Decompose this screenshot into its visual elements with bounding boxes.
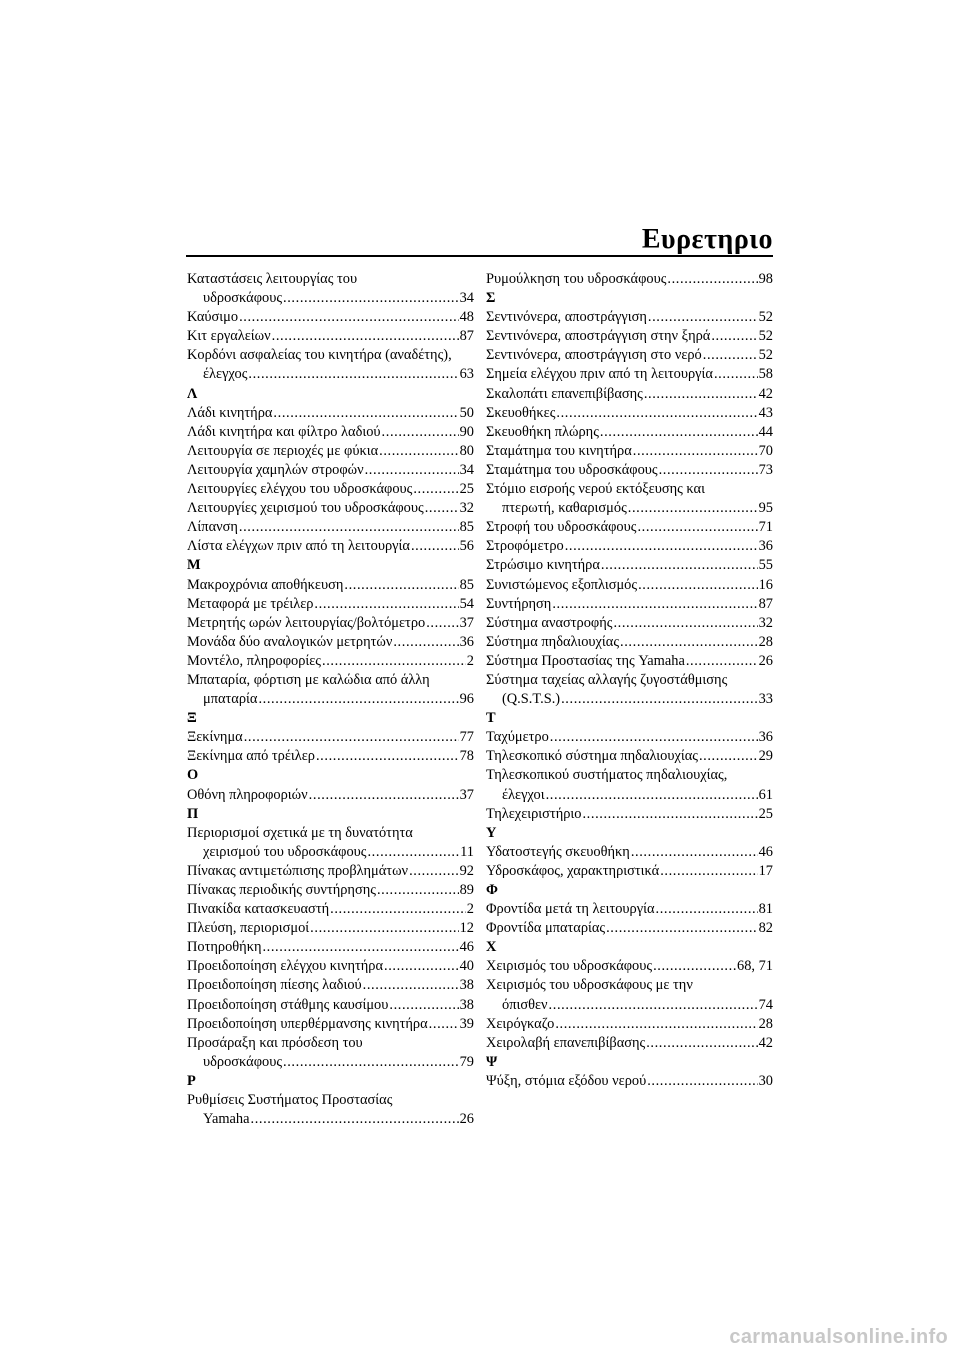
page-number: 38 (459, 996, 474, 1013)
page-number: 82 (758, 920, 773, 937)
page-number: 92 (459, 862, 474, 879)
dot-leader (620, 633, 758, 652)
page-number: 96 (459, 691, 474, 708)
index-entry-label: Σεντινόνερα, αποστράγγιση στο νερό (486, 347, 702, 364)
page-number: 85 (459, 576, 474, 593)
index-entry-label: όπισθεν (502, 996, 548, 1013)
index-entry (486, 862, 773, 881)
index-entry-label: Μπαταρία, φόρτιση με καλώδια από άλλη (187, 671, 430, 688)
page-number: 80 (459, 442, 474, 459)
index-entry-label: Οθόνη πληροφοριών (187, 786, 308, 803)
page-number: 78 (459, 748, 474, 765)
page-number: 95 (758, 500, 773, 517)
index-entry-label: Σεντινόνερα, αποστράγγιση στην ξηρά (486, 328, 711, 345)
index-entry-label: Σταμάτημα του υδροσκάφους (486, 461, 658, 478)
index-entry (486, 1034, 773, 1053)
index-entry-label: Μετρητής ωρών λειτουργίας/βολτόμετρο (187, 614, 426, 631)
index-entry-label: Λειτουργία σε περιοχές με φύκια (187, 442, 379, 459)
page-number: 44 (758, 423, 773, 440)
index-entry-label: Ταχύμετρο (486, 729, 549, 746)
page-number: 17 (758, 862, 773, 879)
page-number: 11 (460, 843, 474, 860)
index-entry-label: Ξεκίνημα από τρέιλερ (187, 748, 315, 765)
title-divider (186, 255, 773, 257)
index-column-right (486, 270, 773, 1091)
index-entry-label: έλεγχοι (502, 786, 545, 803)
page-number: 28 (758, 1015, 773, 1032)
index-entry (187, 537, 474, 556)
index-entry (187, 747, 474, 766)
index-entry-label: Φροντίδα μπαταρίας (486, 920, 606, 937)
index-entry-label: Προσάραξη και πρόσδεση του (187, 1034, 363, 1051)
index-entry (187, 327, 474, 346)
index-entry-label: Πινακίδα κατασκευαστή (187, 901, 330, 918)
index-entry-label: Λίπανση (187, 519, 238, 536)
dot-leader (409, 862, 459, 881)
index-entry (187, 938, 474, 957)
index-entry (187, 862, 474, 881)
index-entry-label: Σημεία ελέγχου πριν από τη λειτουργία (486, 366, 713, 383)
index-entry (187, 996, 474, 1015)
index-entry (187, 461, 474, 480)
index-entry (187, 289, 474, 308)
dot-leader (413, 480, 458, 499)
index-entry-label: Σύστημα αναστροφής (486, 614, 613, 631)
index-entry (187, 900, 474, 919)
index-entry-label: Πλεύση, περιορισμοί (187, 920, 310, 937)
page-number: 85 (459, 519, 474, 536)
index-entry-label: μπαταρία (203, 691, 258, 708)
index-entry (187, 652, 474, 671)
index-entry-label: Σύστημα πηδαλιουχίας (486, 633, 620, 650)
index-entry (187, 614, 474, 633)
index-entry (187, 957, 474, 976)
dot-leader (686, 652, 758, 671)
index-entry-label: Ψύξη, στόμια εξόδου νερού (486, 1072, 647, 1089)
index-entry (486, 404, 773, 423)
index-letter-heading: Ρ (187, 1072, 196, 1089)
index-entry (187, 365, 474, 384)
index-entry (187, 1053, 474, 1072)
dot-leader (613, 614, 757, 633)
index-entry-label: Σεντινόνερα, αποστράγγιση (486, 309, 647, 326)
page-number: 26 (758, 652, 773, 669)
index-letter-heading: Μ (187, 557, 201, 574)
dot-leader (660, 862, 757, 881)
index-entry-label: Στρώσιμο κινητήρα (486, 557, 600, 574)
page-number: 25 (459, 481, 474, 498)
index-entry-label: Συντήρηση (486, 595, 552, 612)
index-letter-heading: Τ (486, 710, 496, 727)
page-number: 12 (459, 920, 474, 937)
dot-leader (389, 996, 458, 1015)
index-entry (486, 308, 773, 327)
dot-leader (647, 1072, 757, 1091)
index-entry (486, 996, 773, 1015)
page-number: 42 (758, 1034, 773, 1051)
page-number: 54 (459, 595, 474, 612)
dot-leader (653, 957, 736, 976)
index-entry (486, 747, 773, 766)
index-entry-label: Λάδι κινητήρα και φίλτρο λαδιού (187, 423, 381, 440)
index-entry-label: Σκευοθήκη πλώρης (486, 423, 599, 440)
dot-leader (601, 556, 758, 575)
dot-leader (283, 289, 459, 308)
dot-leader (555, 1015, 757, 1034)
dot-leader (377, 881, 459, 900)
dot-leader (606, 919, 758, 938)
dot-leader (283, 1053, 459, 1072)
index-entry (486, 385, 773, 404)
index-entry (486, 365, 773, 384)
page-number: 89 (459, 882, 474, 898)
index-entry (187, 976, 474, 995)
index-entry-label: Λάδι κινητήρα (187, 404, 273, 421)
dot-leader (644, 385, 758, 404)
index-entry-label: Τηλεχειριστήριο (486, 805, 582, 822)
dot-leader (262, 938, 458, 957)
index-entry (486, 461, 773, 480)
page-number: 71 (758, 519, 773, 536)
index-entry (187, 480, 474, 499)
index-entry (486, 843, 773, 862)
index-entry (187, 919, 474, 938)
index-entry-label: πτερωτή, καθαρισμός (502, 500, 627, 517)
dot-leader (659, 461, 758, 480)
page-number: 81 (758, 901, 773, 918)
dot-leader (365, 461, 459, 480)
page-number: 52 (758, 347, 773, 364)
dot-leader (638, 576, 758, 595)
page-number: 29 (758, 748, 773, 765)
index-entry-label: Λειτουργία χαμηλών στροφών (187, 461, 364, 478)
dot-leader (429, 1015, 459, 1034)
page-number: 50 (459, 404, 474, 421)
index-entry-label: Καύσιμο (187, 309, 239, 326)
dot-leader (367, 843, 459, 862)
index-entry-label: Υδατοστεγής σκευοθήκη (486, 843, 630, 860)
index-letter-heading: Ψ (486, 1053, 498, 1070)
dot-leader (379, 442, 458, 461)
index-entry-label: Περιορισμοί σχετικά με τη δυνατότητα (187, 824, 413, 841)
dot-leader (656, 900, 758, 919)
index-entry (486, 633, 773, 652)
index-entry-label: Στροφόμετρο (486, 538, 564, 555)
index-entry (187, 423, 474, 442)
dot-leader (384, 957, 459, 976)
index-entry-label: Τηλεσκοπικό σύστημα πηδαλιουχίας (486, 748, 698, 765)
watermark: carmanualsonline.info (729, 1326, 948, 1348)
index-entry (486, 346, 773, 365)
page-number: 16 (758, 576, 773, 593)
index-entry (187, 690, 474, 709)
page-number: 52 (758, 309, 773, 326)
dot-leader (667, 270, 757, 289)
index-entry (486, 518, 773, 537)
index-letter-heading: Ξ (187, 710, 197, 727)
page-number: 73 (758, 461, 773, 478)
index-letter-heading: Π (187, 805, 199, 822)
index-entry-label: Κιτ εργαλείων (187, 328, 271, 345)
page-number: 63 (459, 366, 474, 383)
dot-leader (637, 518, 757, 537)
dot-leader (393, 633, 458, 652)
index-letter-heading: Φ (486, 882, 498, 898)
dot-leader (565, 537, 758, 556)
page-number: 87 (758, 595, 773, 612)
page-number: 46 (459, 939, 474, 956)
page-number: 52 (758, 328, 773, 345)
dot-leader (310, 919, 458, 938)
index-entry (486, 652, 773, 671)
index-entry (486, 728, 773, 747)
index-entry-label: Σταμάτημα του κινητήρα (486, 442, 632, 459)
page-number: 25 (758, 805, 773, 822)
index-entry (187, 881, 474, 900)
dot-leader (316, 747, 459, 766)
index-entry-label: Ρυμούλκηση του υδροσκάφους (486, 271, 667, 287)
page-number: 28 (758, 633, 773, 650)
index-entry (486, 1072, 773, 1091)
index-entry (486, 327, 773, 346)
dot-leader (552, 595, 757, 614)
index-entry (187, 595, 474, 614)
dot-leader (628, 499, 758, 518)
index-entry-label: Πίνακας περιοδικής συντήρησης (187, 882, 376, 898)
index-entry (187, 576, 474, 595)
page-number: 79 (459, 1053, 474, 1070)
index-entry (486, 690, 773, 709)
index-entry (486, 900, 773, 919)
index-entry-label: Μακροχρόνια αποθήκευση (187, 576, 344, 593)
index-entry (486, 423, 773, 442)
index-entry-label: Λίστα ελέγχων πριν από τη λειτουργία (187, 538, 410, 555)
index-entry (486, 919, 773, 938)
index-entry (187, 786, 474, 805)
index-entry-label: Φροντίδα μετά τη λειτουργία (486, 901, 655, 918)
dot-leader (703, 346, 758, 365)
index-entry-label: Υδροσκάφος, χαρακτηριστικά (486, 862, 660, 879)
index-entry-label: υδροσκάφους (203, 1053, 283, 1070)
page-number: 74 (758, 996, 773, 1013)
page-number: 98 (758, 271, 773, 287)
dot-leader (561, 690, 758, 709)
dot-leader (248, 365, 458, 384)
dot-leader (239, 518, 459, 537)
page-number: 26 (459, 1111, 474, 1128)
page-number: 77 (459, 729, 474, 746)
page-number: 30 (758, 1072, 773, 1089)
page-number: 40 (459, 958, 474, 975)
page-number: 48 (459, 309, 474, 326)
index-entry (187, 308, 474, 327)
page-number: 58 (758, 366, 773, 383)
index-entry (486, 442, 773, 461)
dot-leader (258, 690, 458, 709)
index-entry (486, 614, 773, 633)
dot-leader (344, 576, 458, 595)
page-number: 36 (758, 729, 773, 746)
dot-leader (309, 786, 459, 805)
index-entry (486, 499, 773, 518)
page-number: 87 (459, 328, 474, 345)
index-entry-label: Χειρολαβή επανεπιβίβασης (486, 1034, 646, 1051)
page-number: 32 (459, 500, 474, 517)
dot-leader (314, 595, 458, 614)
dot-leader (382, 423, 459, 442)
index-entry (187, 404, 474, 423)
index-entry (187, 843, 474, 862)
page-number: 39 (459, 1015, 474, 1032)
index-entry (187, 728, 474, 747)
dot-leader (426, 614, 458, 633)
index-entry-label: Πίνακας αντιμετώπισης προβλημάτων (187, 862, 409, 879)
page-number: 68, 71 (737, 958, 773, 975)
dot-leader (711, 327, 757, 346)
dot-leader (582, 805, 757, 824)
index-entry (486, 957, 773, 976)
dot-leader (699, 747, 758, 766)
index-entry-label: έλεγχος (203, 366, 248, 383)
index-entry (486, 556, 773, 575)
index-entry-label: Χειρόγκαζο (486, 1015, 555, 1032)
dot-leader (646, 1034, 757, 1053)
index-entry-label: Ρυθμίσεις Συστήματος Προστασίας (187, 1092, 393, 1109)
index-entry (486, 786, 773, 805)
index-entry (486, 805, 773, 824)
index-entry (187, 518, 474, 537)
dot-leader (363, 976, 459, 995)
dot-leader (550, 728, 758, 747)
index-entry (486, 576, 773, 595)
dot-leader (251, 1110, 459, 1129)
index-entry-label: χειρισμού του υδροσκάφους (203, 843, 367, 860)
dot-leader (411, 537, 459, 556)
index-entry-label: Προειδοποίηση στάθμης καυσίμου (187, 996, 389, 1013)
dot-leader (272, 327, 459, 346)
index-entry-label: Ξεκίνημα (187, 729, 243, 746)
index-entry-label: Προειδοποίηση πίεσης λαδιού (187, 977, 362, 994)
page-number: 2 (466, 652, 474, 669)
index-entry (187, 1015, 474, 1034)
dot-leader (631, 843, 758, 862)
page-number: 34 (459, 461, 474, 478)
page-number: 36 (758, 538, 773, 555)
index-entry-label: Μεταφορά με τρέιλερ (187, 595, 314, 612)
index-entry-label: Προειδοποίηση υπερθέρμανσης κινητήρα (187, 1015, 428, 1032)
dot-leader (425, 499, 459, 518)
index-entry-label: Μοντέλο, πληροφορίες (187, 652, 322, 669)
index-entry (486, 270, 773, 289)
index-letter-heading: Σ (486, 290, 496, 307)
page-number: 37 (459, 786, 474, 803)
index-entry-label: Μονάδα δύο αναλογικών μετρητών (187, 633, 393, 650)
index-entry (187, 633, 474, 652)
dot-leader (556, 404, 757, 423)
index-entry-label: Τηλεσκοπικού συστήματος πηδαλιουχίας, (486, 767, 728, 784)
index-letter-heading: Λ (187, 385, 198, 402)
index-entry (486, 1015, 773, 1034)
index-entry (187, 442, 474, 461)
page-number: 37 (459, 614, 474, 631)
index-entry-label: Προειδοποίηση ελέγχου κινητήρα (187, 958, 383, 975)
page-number: 56 (459, 538, 474, 555)
page-number: 42 (758, 385, 773, 402)
index-letter-heading: Υ (486, 824, 497, 841)
index-entry-label: Χειρισμός του υδροσκάφους με την (486, 977, 693, 994)
index-entry-label: (Q.S.T.S.) (502, 691, 561, 708)
page-title: Ευρετηριο (641, 224, 773, 255)
page-number: 2 (466, 901, 474, 918)
dot-leader (244, 728, 459, 747)
index-entry (187, 499, 474, 518)
index-entry-label: Χειρισμός του υδροσκάφους (486, 958, 653, 975)
dot-leader (648, 308, 758, 327)
index-entry (486, 537, 773, 556)
dot-leader (546, 786, 758, 805)
index-letter-heading: Χ (486, 939, 497, 956)
page-number: 32 (758, 614, 773, 631)
index-entry (187, 1110, 474, 1129)
page-number: 46 (758, 843, 773, 860)
dot-leader (273, 404, 458, 423)
page-number: 38 (459, 977, 474, 994)
index-entry-label: Στόμιο εισροής νερού εκτόξευσης και (486, 481, 705, 498)
page-number: 36 (459, 633, 474, 650)
dot-leader (322, 652, 466, 671)
index-entry-label: Λειτουργίες ελέγχου του υδροσκάφους (187, 481, 413, 498)
page-number: 34 (459, 290, 474, 307)
index-entry-label: Σύστημα Προστασίας της Yamaha (486, 652, 685, 669)
dot-leader (549, 996, 758, 1015)
index-entry-label: Σύστημα ταχείας αλλαγής ζυγοστάθμισης (486, 671, 728, 688)
index-entry-label: Συνιστώμενος εξοπλισμός (486, 576, 638, 593)
page-number: 55 (758, 557, 773, 574)
page-number: 90 (459, 423, 474, 440)
index-entry (486, 595, 773, 614)
dot-leader (600, 423, 758, 442)
index-entry-label: Κορδόνι ασφαλείας του κινητήρα (αναδέτης), (187, 347, 452, 364)
page-number: 43 (758, 404, 773, 421)
index-entry-label: Yamaha (203, 1111, 250, 1128)
index-entry-label: Σκευοθήκες (486, 404, 556, 421)
page-number: 33 (758, 691, 773, 708)
index-entry-label: Σκαλοπάτι επανεπιβίβασης (486, 385, 643, 402)
index-entry-label: Λειτουργίες χειρισμού του υδροσκάφους (187, 500, 424, 517)
dot-leader (330, 900, 466, 919)
dot-leader (714, 365, 758, 384)
page-number: 70 (758, 442, 773, 459)
page-number: 61 (758, 786, 773, 803)
index-entry-label: Στροφή του υδροσκάφους (486, 519, 637, 536)
index-column-left (187, 270, 474, 1129)
dot-leader (633, 442, 758, 461)
index-entry-label: υδροσκάφους (203, 290, 283, 307)
dot-leader (239, 308, 459, 327)
index-entry-label: Καταστάσεις λειτουργίας του (187, 271, 358, 287)
index-entry-label: Ποτηροθήκη (187, 939, 262, 956)
index-letter-heading: Ο (187, 767, 199, 784)
